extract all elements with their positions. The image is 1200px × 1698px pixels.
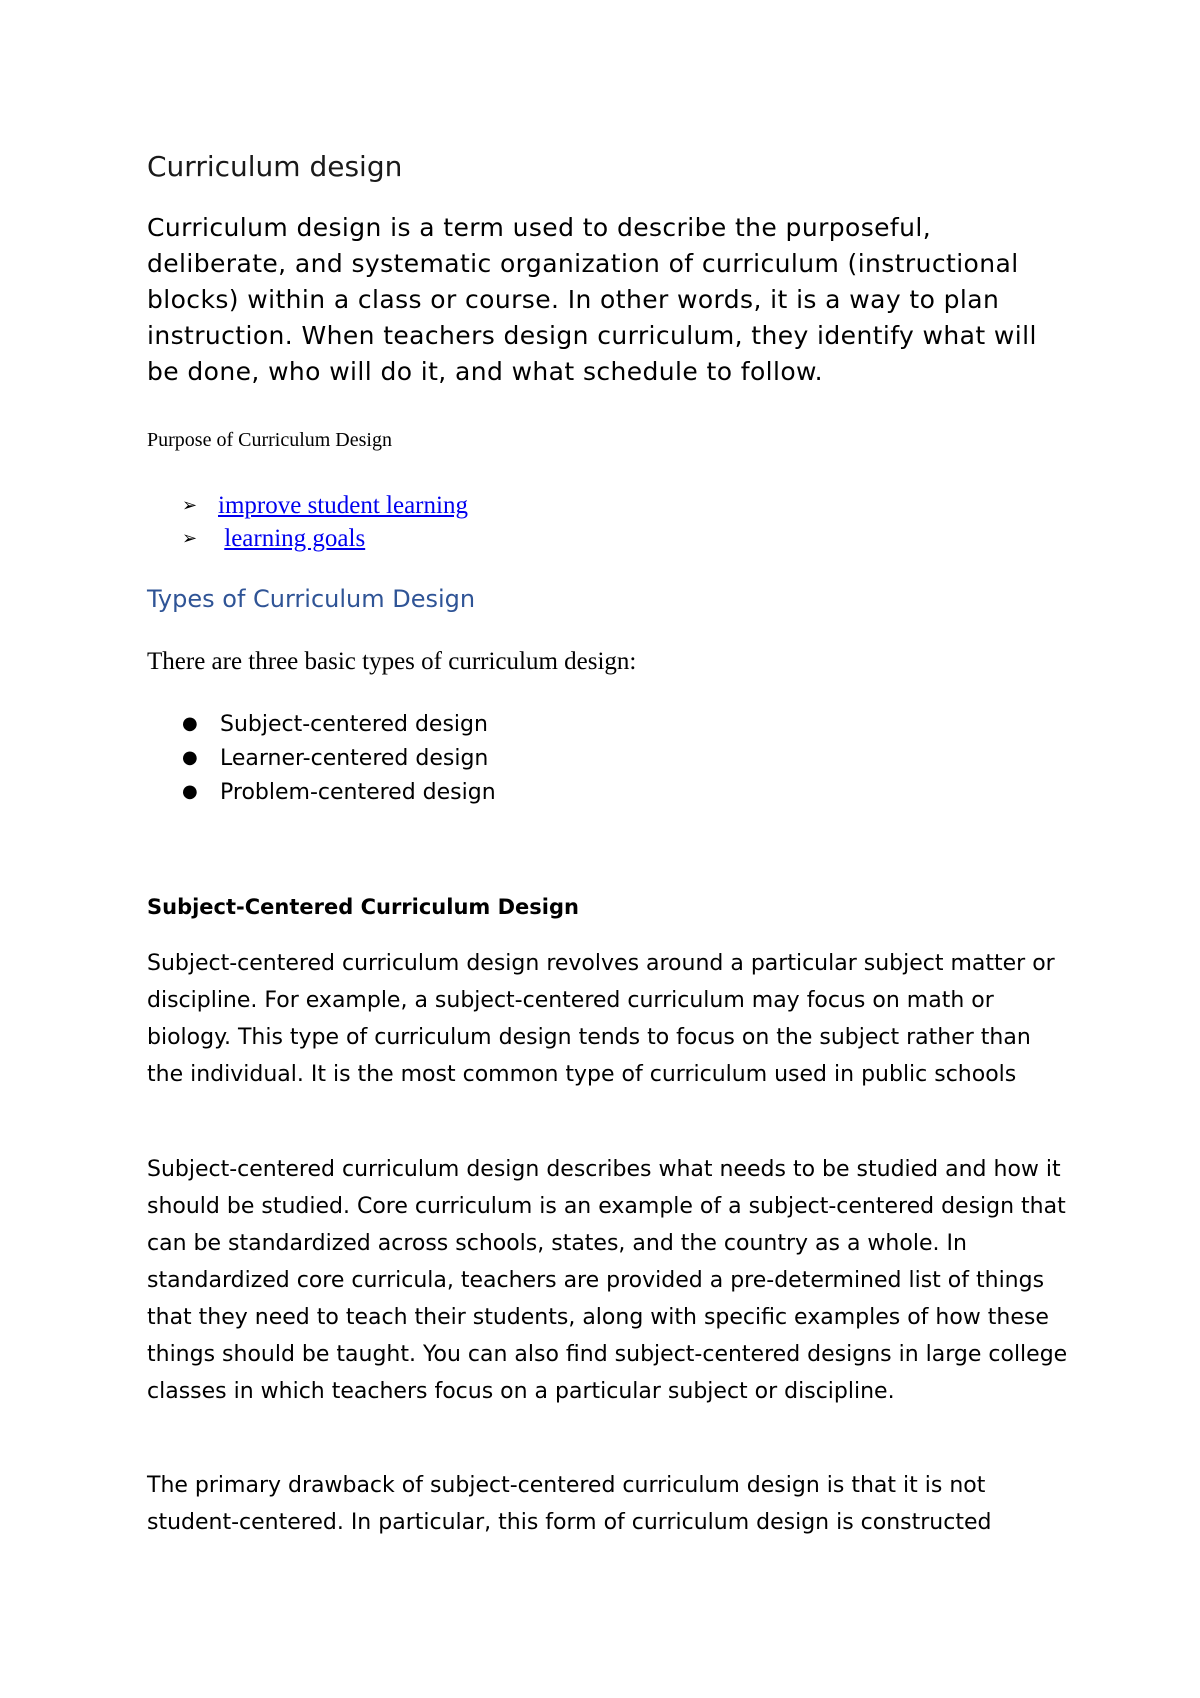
list-item-label: Subject-centered design	[220, 712, 488, 737]
purpose-heading: Purpose of Curriculum Design	[147, 429, 392, 451]
arrow-bullet-icon: ➢	[182, 495, 198, 516]
list-item	[182, 775, 496, 809]
types-heading: Types of Curriculum Design	[147, 585, 476, 613]
intro-paragraph: Curriculum design is a term used to describe the purposeful, deliberate, and systematic organization of curriculum (instructional blocks) within a class or course. In other words, it is a way to plan instruction. When teachers design curriculum, they identify what will be done, who will do it, and what schedule to follow.	[147, 213, 1037, 386]
list-item-label: Learner-centered design	[220, 746, 489, 771]
section-heading: Subject-Centered Curriculum Design	[147, 895, 579, 919]
types-list	[182, 707, 496, 809]
body-paragraph: Subject-centered curriculum design revolves around a particular subject matter or discipline. For example, a subject-centered curriculum may focus on math or biology. This type of curriculum design tends to focus on the subject rather than the individual. It is the most common type of curriculum used in public schools	[147, 951, 1055, 1087]
purpose-list	[182, 489, 468, 555]
document-title: Curriculum design	[147, 150, 403, 183]
link-learning-goals[interactable]: learning goals	[224, 525, 366, 552]
link-improve-student-learning[interactable]: improve student learning	[218, 492, 468, 519]
bullet-icon: ●	[182, 747, 198, 768]
list-item-label: Problem-centered design	[220, 780, 496, 805]
bullet-icon: ●	[182, 713, 198, 734]
body-paragraph: Subject-centered curriculum design describes what needs to be studied and how it should be studied. Core curriculum is an example of a subject-centered design that can be standardized across schools, states, and the country as a whole. In standardized core curricula, teachers are provided a pre-determined list of things that they need to teach their students, along with specific examples of how these things should be taught. You can also find subject-centered designs in large college classes in which teachers focus on a particular subject or discipline.	[147, 1157, 1068, 1404]
types-intro: There are three basic types of curriculum design:	[147, 648, 637, 675]
bullet-icon: ●	[182, 781, 198, 802]
list-item	[182, 489, 468, 522]
body-paragraph: The primary drawback of subject-centered curriculum design is that it is not student-centered. In particular, this form of curriculum design is constructed	[147, 1473, 992, 1535]
list-item	[182, 707, 496, 741]
list-item	[182, 741, 496, 775]
arrow-bullet-icon: ➢	[182, 528, 198, 549]
list-item	[182, 522, 468, 555]
